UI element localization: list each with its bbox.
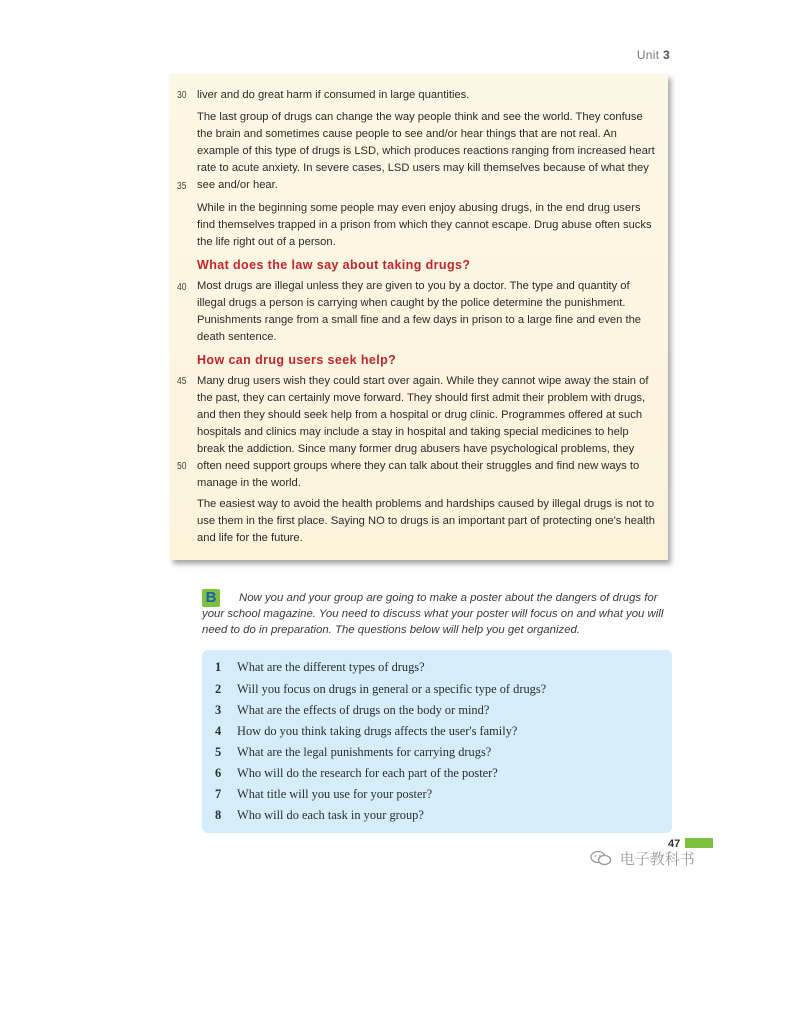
- reading-paragraph-3: While in the beginning some people may even enjoy abusing drugs, in the end drug users find themselves trapped in a prison from which they cannot escape. Drug abuse often sucks the life right out of a person.: [197, 202, 652, 248]
- question-item: 7 What title will you use for your poster?: [215, 787, 433, 801]
- question-list-box: [202, 650, 672, 833]
- question-item: 4 How do you think taking drugs affects the user's family?: [215, 724, 518, 738]
- question-item: 1 What are the different types of drugs?: [215, 660, 425, 674]
- watermark: [590, 848, 695, 870]
- unit-number: 3: [663, 48, 670, 62]
- question-item: 2 Will you focus on drugs in general or a specific type of drugs?: [215, 682, 547, 696]
- task-b-badge: B: [202, 589, 220, 607]
- line-number-30: 30: [177, 90, 187, 101]
- task-instruction: Now you and your group are going to make a poster about the dangers of drugs for your school magazine. You need to discuss what your poster will focus on and what you will need to do in preparation. The questions below will help you get organized.: [202, 592, 664, 636]
- page-number: 47: [668, 838, 681, 850]
- section-heading-law: What does the law say about taking drugs?: [197, 258, 471, 272]
- watermark-text: 电子教科书: [619, 850, 695, 868]
- reading-paragraph-5: Many drug users wish they could start over again. While they cannot wipe away the stain of the past, they can certainly move forward. They should first admit their problem with drugs, and then they should seek help from a hospital or drug clinic. Programmes offered at such hospitals and clinics may include a stay in hospital and taking special medicines to help break the addiction. Since many former drug abusers have psychological problems, they often need support groups where they can talk about their struggles and find new ways to manage in the world.: [197, 375, 649, 489]
- line-number-45: 45: [177, 376, 187, 387]
- wechat-icon: [590, 850, 612, 870]
- reading-paragraph-6: The easiest way to avoid the health problems and hardships caused by illegal drugs is not to use them in the first place. Saying NO to drugs is an important part of protecting one's health and life for the future.: [197, 498, 655, 544]
- unit-label: Unit 3: [636, 48, 670, 62]
- page-number-bar: [685, 838, 713, 848]
- question-item: 8 Who will do each task in your group?: [215, 808, 424, 822]
- section-heading-help: How can drug users seek help?: [197, 353, 397, 367]
- question-item: 5 What are the legal punishments for carrying drugs?: [215, 745, 492, 759]
- line-number-35: 35: [177, 181, 187, 192]
- question-item: 3 What are the effects of drugs on the body or mind?: [215, 703, 490, 717]
- reading-paragraph-2: The last group of drugs can change the way people think and see the world. They confuse the brain and sometimes cause people to see and/or hear things that are not real. An example of this type of drugs is LSD, which produces reactions ranging from increased heart rate to acute anxiety. In severe cases, LSD users may kill themselves because of what they see and/or hear.: [197, 111, 655, 191]
- line-number-50: 50: [177, 461, 187, 472]
- question-item: 6 Who will do the research for each part of the poster?: [215, 766, 498, 780]
- reading-paragraph-4: Most drugs are illegal unless they are given to you by a doctor. The type and quantity of illegal drugs a person is carrying when caught by the police determine the punishment. Punishments range from a small fine and a few days in prison to a large fine and even the death sentence.: [197, 280, 642, 343]
- reading-paragraph-1: liver and do great harm if consumed in large quantities.: [197, 89, 470, 101]
- line-number-40: 40: [177, 282, 187, 293]
